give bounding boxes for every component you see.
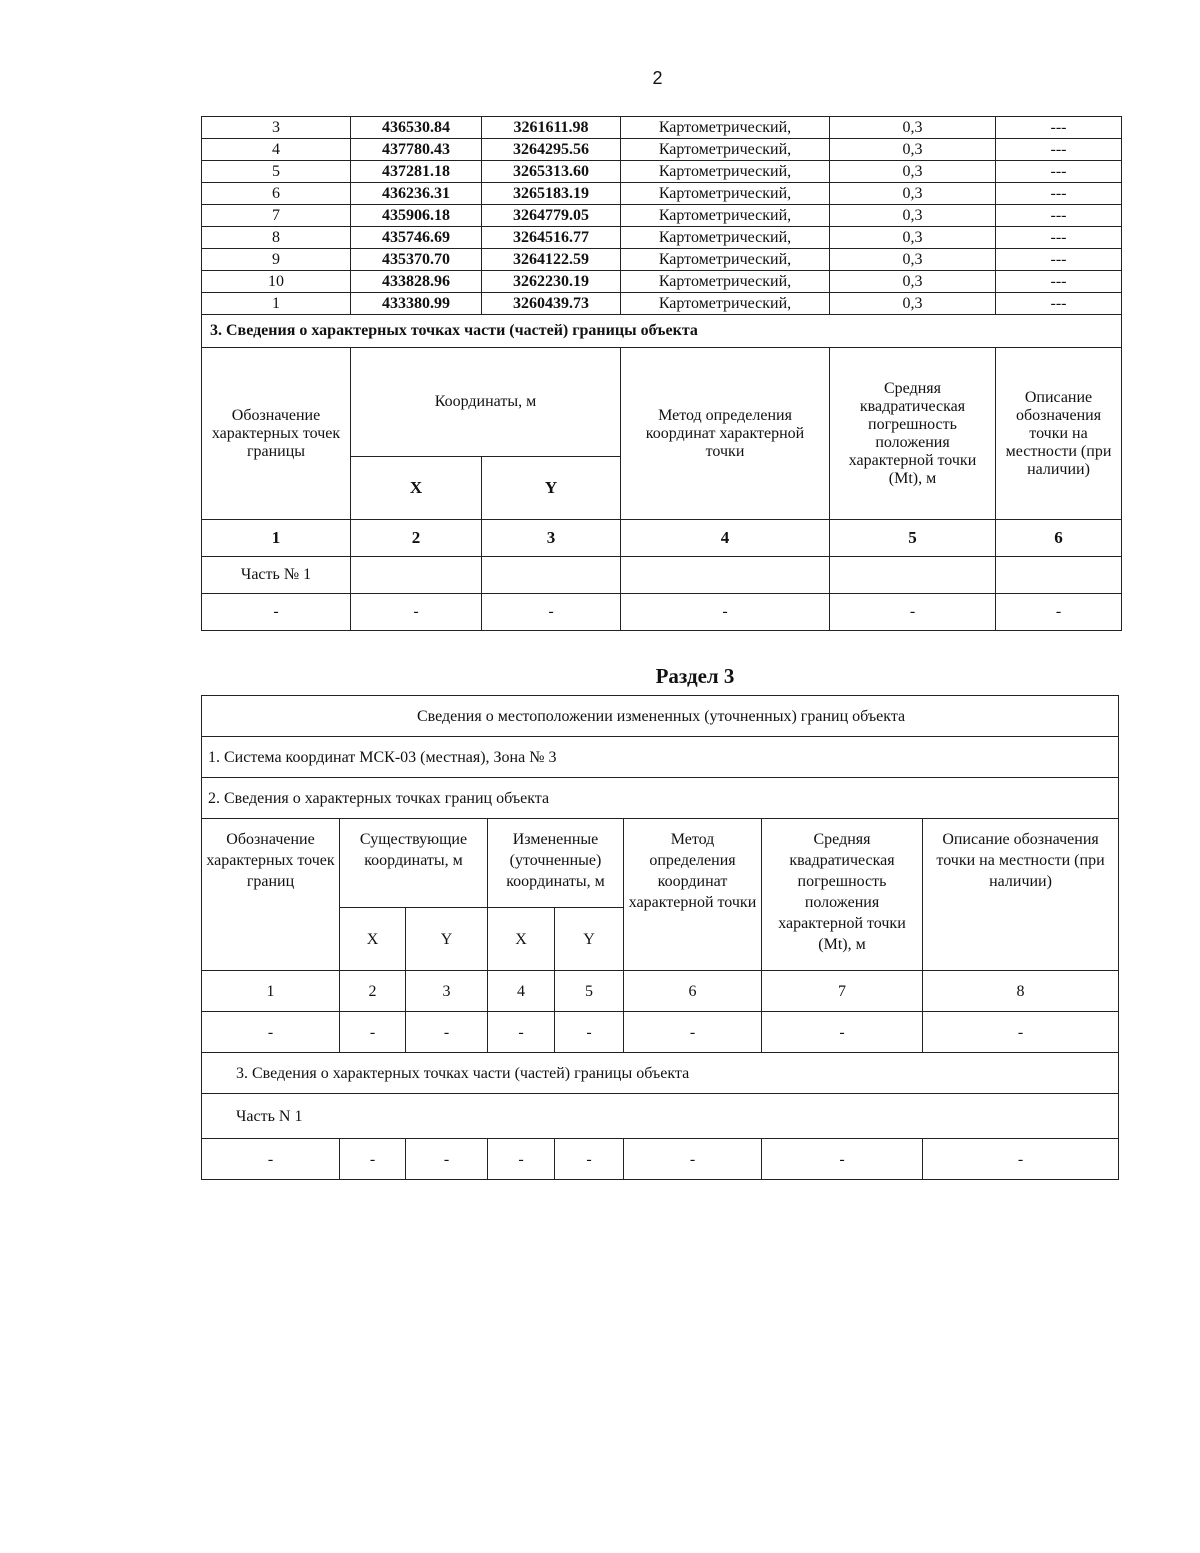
- dash-cell: -: [621, 594, 830, 631]
- column-number: 1: [202, 971, 340, 1012]
- coordinate-x: 435746.69: [351, 227, 482, 249]
- empty-cell: [621, 557, 830, 594]
- table-heading: Сведения о местоположении измененных (уточненных) границ объекта: [202, 696, 1119, 737]
- table-row: [202, 117, 1122, 139]
- coordinate-x: 435370.70: [351, 249, 482, 271]
- page-number: 2: [652, 68, 663, 88]
- accuracy-cell: 0,3: [830, 161, 996, 183]
- dash-cell: -: [351, 594, 482, 631]
- header-method: Метод определения координат характерной точки: [624, 819, 762, 971]
- dash-cell: -: [762, 1012, 923, 1053]
- column-number: 4: [621, 520, 830, 557]
- column-number: 3: [482, 520, 621, 557]
- header-designation: Обозначение характерных точек границ: [202, 819, 340, 971]
- method-cell: Картометрический,: [621, 249, 830, 271]
- points-heading: 2. Сведения о характерных точках границ объекта: [202, 778, 1119, 819]
- header-changed-coordinates: Измененные (уточненные) координаты, м: [488, 819, 624, 908]
- coordinate-x: 437780.43: [351, 139, 482, 161]
- method-cell: Картометрический,: [621, 139, 830, 161]
- column-number: 2: [340, 971, 406, 1012]
- point-number: 8: [202, 227, 351, 249]
- dash-cell: -: [340, 1139, 406, 1180]
- dash-cell: -: [555, 1139, 624, 1180]
- coordinate-x: 436236.31: [351, 183, 482, 205]
- header-changed-x: X: [488, 908, 555, 971]
- header-coordinates: Координаты, м: [351, 348, 621, 457]
- description-cell: ---: [996, 183, 1122, 205]
- header-changed-y: Y: [555, 908, 624, 971]
- coordinate-y: 3264122.59: [482, 249, 621, 271]
- table-row: [202, 227, 1122, 249]
- point-number: 1: [202, 293, 351, 315]
- column-number: 3: [406, 971, 488, 1012]
- coordinate-y: 3260439.73: [482, 293, 621, 315]
- coordinate-y: 3261611.98: [482, 117, 621, 139]
- dash-cell: -: [762, 1139, 923, 1180]
- header-x: X: [351, 457, 482, 520]
- column-number: 6: [996, 520, 1122, 557]
- dash-cell: -: [482, 594, 621, 631]
- part-heading: 3. Сведения о характерных точках части (частей) границы объекта: [202, 1053, 1119, 1094]
- description-cell: ---: [996, 227, 1122, 249]
- description-cell: ---: [996, 249, 1122, 271]
- boundary-points-table: [201, 116, 1122, 631]
- coordinate-x: 433380.99: [351, 293, 482, 315]
- dash-cell: -: [202, 594, 351, 631]
- dash-cell: -: [996, 594, 1122, 631]
- column-number: 5: [555, 971, 624, 1012]
- table-row: [202, 205, 1122, 227]
- header-accuracy: Средняя квадратическая погрешность положения характерной точки (Mt), м: [830, 348, 996, 520]
- column-number: 6: [624, 971, 762, 1012]
- table-row: [202, 183, 1122, 205]
- table-row: [202, 139, 1122, 161]
- coordinate-y: 3265313.60: [482, 161, 621, 183]
- dash-cell: -: [923, 1012, 1119, 1053]
- changed-boundaries-table: [201, 695, 1119, 1180]
- accuracy-cell: 0,3: [830, 293, 996, 315]
- accuracy-cell: 0,3: [830, 117, 996, 139]
- header-y: Y: [482, 457, 621, 520]
- accuracy-cell: 0,3: [830, 205, 996, 227]
- accuracy-cell: 0,3: [830, 183, 996, 205]
- dash-cell: -: [555, 1012, 624, 1053]
- column-number: 2: [351, 520, 482, 557]
- accuracy-cell: 0,3: [830, 139, 996, 161]
- column-number: 1: [202, 520, 351, 557]
- dash-cell: -: [923, 1139, 1119, 1180]
- header-accuracy: Средняя квадратическая погрешность положения характерной точки (Mt), м: [762, 819, 923, 971]
- table-row: [202, 293, 1122, 315]
- column-number: 7: [762, 971, 923, 1012]
- coordinate-y: 3262230.19: [482, 271, 621, 293]
- description-cell: ---: [996, 161, 1122, 183]
- empty-cell: [351, 557, 482, 594]
- header-description: Описание обозначения точки на местности (при наличии): [996, 348, 1122, 520]
- dash-cell: -: [830, 594, 996, 631]
- dash-cell: -: [624, 1139, 762, 1180]
- column-number: 4: [488, 971, 555, 1012]
- dash-cell: -: [488, 1012, 555, 1053]
- method-cell: Картометрический,: [621, 117, 830, 139]
- coordinate-x: 435906.18: [351, 205, 482, 227]
- header-existing-y: Y: [406, 908, 488, 971]
- table-row: [202, 271, 1122, 293]
- table-row: [202, 161, 1122, 183]
- header-description: Описание обозначения точки на местности (при наличии): [923, 819, 1119, 971]
- method-cell: Картометрический,: [621, 227, 830, 249]
- header-existing-coordinates: Существующие координаты, м: [340, 819, 488, 908]
- method-cell: Картометрический,: [621, 293, 830, 315]
- coordinate-system: 1. Система координат МСК-03 (местная), Зона № 3: [202, 737, 1119, 778]
- part-label: Часть N 1: [202, 1094, 1119, 1139]
- empty-cell: [996, 557, 1122, 594]
- dash-cell: -: [202, 1139, 340, 1180]
- section-title: Раздел 3: [655, 664, 735, 688]
- method-cell: Картометрический,: [621, 161, 830, 183]
- dash-cell: -: [340, 1012, 406, 1053]
- dash-cell: -: [202, 1012, 340, 1053]
- accuracy-cell: 0,3: [830, 249, 996, 271]
- header-method: Метод определения координат характерной точки: [621, 348, 830, 520]
- coordinate-x: 437281.18: [351, 161, 482, 183]
- coordinate-x: 433828.96: [351, 271, 482, 293]
- table-row: [202, 249, 1122, 271]
- part-label: Часть № 1: [202, 557, 351, 594]
- point-number: 5: [202, 161, 351, 183]
- method-cell: Картометрический,: [621, 271, 830, 293]
- description-cell: ---: [996, 139, 1122, 161]
- header-existing-x: X: [340, 908, 406, 971]
- point-number: 7: [202, 205, 351, 227]
- description-cell: ---: [996, 205, 1122, 227]
- method-cell: Картометрический,: [621, 205, 830, 227]
- coordinate-y: 3264295.56: [482, 139, 621, 161]
- point-number: 4: [202, 139, 351, 161]
- empty-cell: [830, 557, 996, 594]
- header-designation: Обозначение характерных точек границы: [202, 348, 351, 520]
- accuracy-cell: 0,3: [830, 271, 996, 293]
- description-cell: ---: [996, 271, 1122, 293]
- point-number: 6: [202, 183, 351, 205]
- description-cell: ---: [996, 117, 1122, 139]
- coordinate-y: 3265183.19: [482, 183, 621, 205]
- dash-cell: -: [406, 1139, 488, 1180]
- coordinate-x: 436530.84: [351, 117, 482, 139]
- description-cell: ---: [996, 293, 1122, 315]
- column-number: 8: [923, 971, 1119, 1012]
- column-number: 5: [830, 520, 996, 557]
- point-number: 10: [202, 271, 351, 293]
- accuracy-cell: 0,3: [830, 227, 996, 249]
- dash-cell: -: [488, 1139, 555, 1180]
- dash-cell: -: [624, 1012, 762, 1053]
- method-cell: Картометрический,: [621, 183, 830, 205]
- part-points-heading: 3. Сведения о характерных точках части (частей) границы объекта: [202, 315, 1122, 348]
- point-number: 9: [202, 249, 351, 271]
- point-number: 3: [202, 117, 351, 139]
- empty-cell: [482, 557, 621, 594]
- coordinate-y: 3264779.05: [482, 205, 621, 227]
- dash-cell: -: [406, 1012, 488, 1053]
- coordinate-y: 3264516.77: [482, 227, 621, 249]
